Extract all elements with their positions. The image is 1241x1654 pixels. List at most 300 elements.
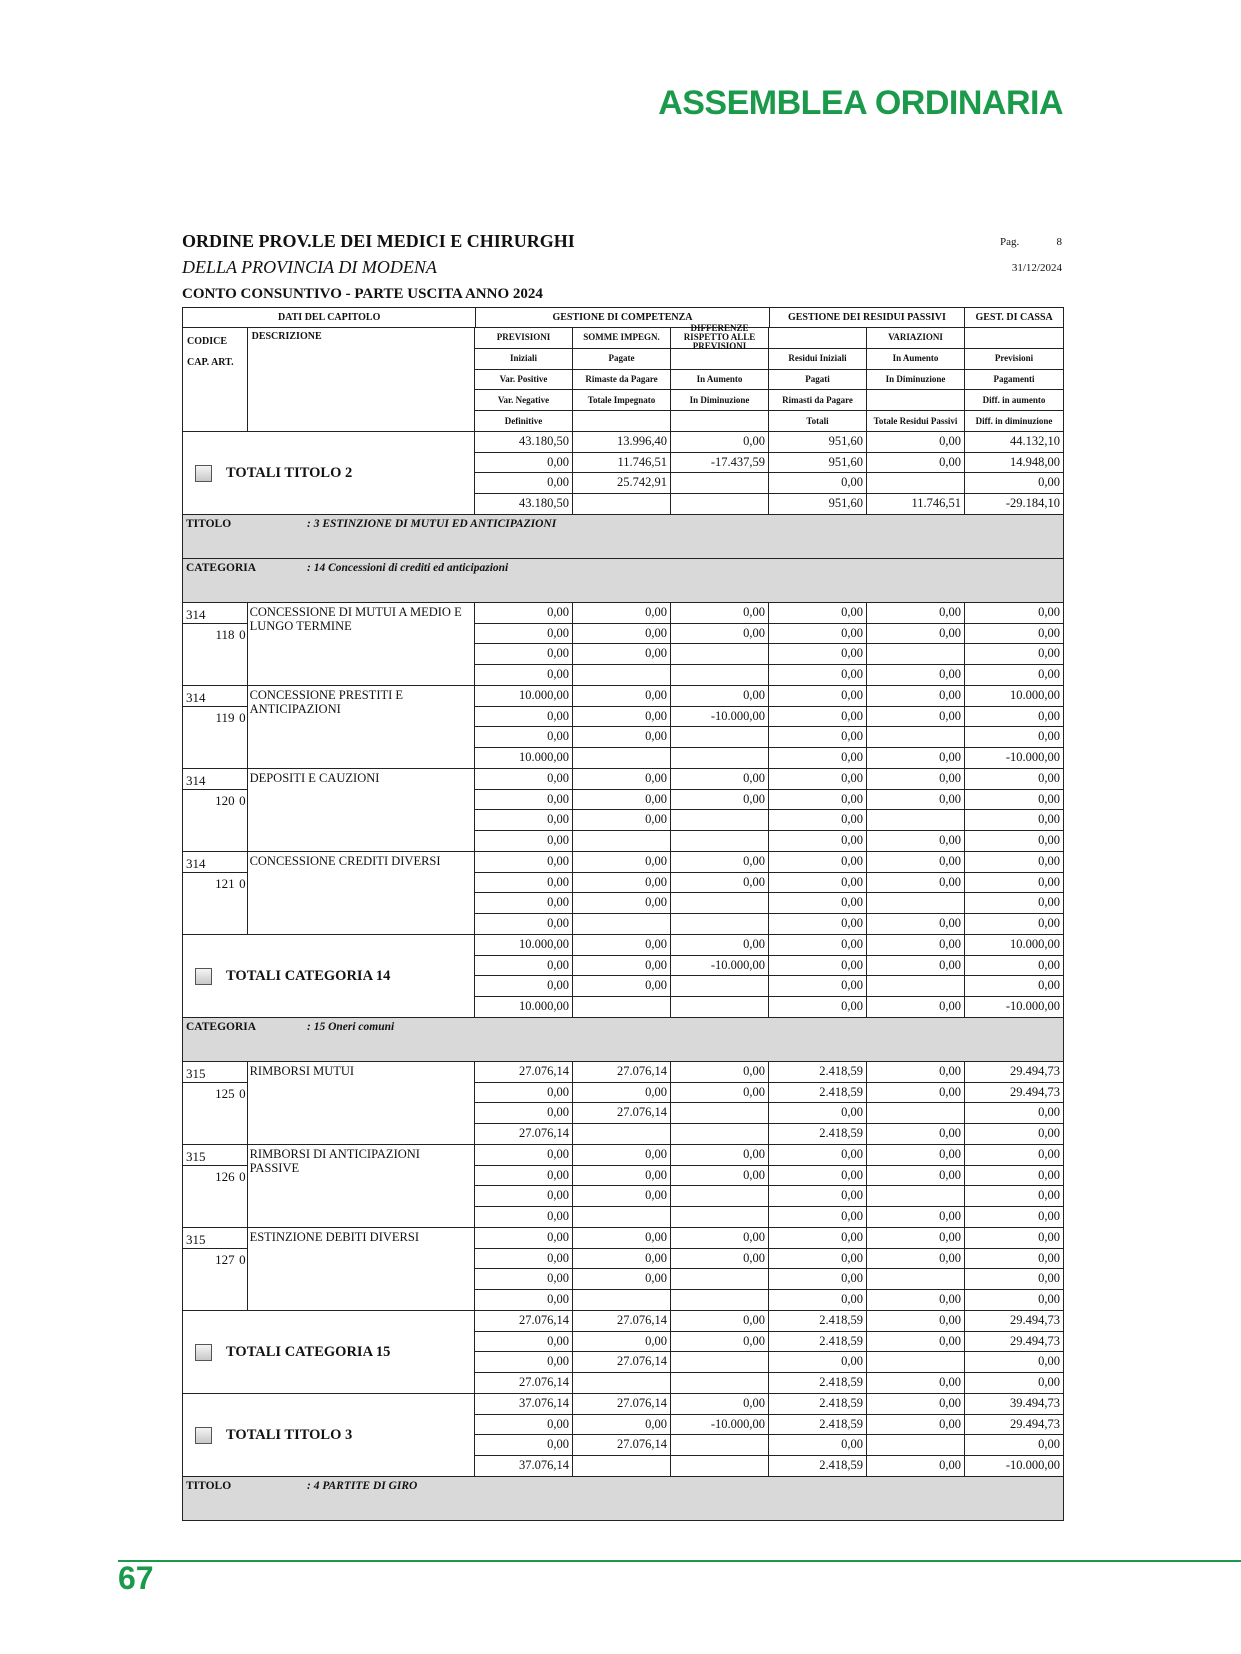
group-header-dati: DATI DEL CAPITOLO xyxy=(183,308,476,327)
value-cell: 0,00 xyxy=(867,1083,965,1104)
cap-value: 126 xyxy=(215,1169,235,1184)
value-cell: 0,00 xyxy=(769,644,867,665)
header-grid xyxy=(475,323,1063,431)
section-row xyxy=(183,559,1063,603)
value-cell xyxy=(867,727,965,748)
value-cell: 2.418,59 xyxy=(769,1415,867,1436)
value-cell: 0,00 xyxy=(965,1186,1063,1207)
value-cell: 0,00 xyxy=(965,976,1063,997)
chapter-code xyxy=(183,686,248,768)
value-cell xyxy=(867,810,965,831)
value-cell: 0,00 xyxy=(867,956,965,977)
page-number: 67 xyxy=(118,1560,154,1596)
value-cell: 0,00 xyxy=(867,603,965,624)
value-cell xyxy=(671,1186,769,1207)
header-cell: Rimasti da Pagare xyxy=(769,390,867,411)
value-cell: -10.000,00 xyxy=(1005,998,1060,1013)
value-cell: 29.494,73 xyxy=(965,1311,1063,1332)
value-cell xyxy=(867,1186,965,1207)
value-cell: 0,00 xyxy=(573,686,671,707)
header-cell: Iniziali xyxy=(475,349,573,370)
value-cell: 0,00 xyxy=(769,1166,867,1187)
value-cell: 27.076,14 xyxy=(573,1062,671,1083)
value-cell: 0,00 xyxy=(867,1124,965,1145)
value-cell: 10.000,00 xyxy=(475,686,573,707)
chapter-description: CONCESSIONE CREDITI DIVERSI xyxy=(248,852,475,934)
value-cell: 0,00 xyxy=(671,1332,769,1353)
value-cell: 0,00 xyxy=(671,686,769,707)
total-row xyxy=(183,432,1063,515)
header-cell: Previsioni xyxy=(965,349,1063,370)
header-cell: Pagamenti xyxy=(965,370,1063,391)
value-cell xyxy=(573,1207,671,1228)
header-cell: Pagati xyxy=(769,370,867,391)
value-cell: 0,00 xyxy=(671,1394,769,1415)
value-cell: 29.494,73 xyxy=(965,1083,1063,1104)
value-cell xyxy=(671,473,769,494)
header-codice xyxy=(183,328,248,431)
value-cell: 0,00 xyxy=(965,1249,1063,1270)
chapter-description: CONCESSIONE PRESTITI E ANTICIPAZIONI xyxy=(248,686,475,768)
value-cell: 0,00 xyxy=(475,914,573,935)
page-indicator xyxy=(1000,236,1062,248)
value-cell: 0,00 xyxy=(769,831,867,852)
value-cell: 0,00 xyxy=(769,1290,867,1311)
value-cell: 43.180,50 xyxy=(475,494,573,515)
value-cell: 0,00 xyxy=(867,1311,965,1332)
chapter-row xyxy=(183,769,1063,852)
group-header-cassa: GEST. DI CASSA xyxy=(975,312,1053,323)
cap-value: 119 xyxy=(215,710,235,725)
code-value: 314 xyxy=(186,607,206,622)
value-cell: 0,00 xyxy=(965,873,1063,894)
total-row xyxy=(183,935,1063,1018)
value-cell: -10.000,00 xyxy=(671,956,769,977)
value-cell: 0,00 xyxy=(573,624,671,645)
value-cell: 10.000,00 xyxy=(475,748,573,769)
value-cell: 0,00 xyxy=(475,1166,573,1187)
values-grid xyxy=(475,935,1063,1017)
value-cell: 0,00 xyxy=(965,1228,1063,1249)
total-label xyxy=(183,1394,475,1476)
value-cell: 0,00 xyxy=(769,748,867,769)
value-cell: 0,00 xyxy=(671,1311,769,1332)
value-cell: 10.000,00 xyxy=(475,997,573,1018)
code-divider xyxy=(183,1248,247,1249)
value-cell xyxy=(671,494,769,515)
value-cell xyxy=(671,914,769,935)
value-cell: 0,00 xyxy=(965,1352,1063,1373)
value-cell: 0,00 xyxy=(769,1352,867,1373)
value-cell: 0,00 xyxy=(769,1249,867,1270)
cap-value: 125 xyxy=(215,1086,235,1101)
header-cell xyxy=(867,390,965,411)
value-cell: 2.418,59 xyxy=(769,1332,867,1353)
value-cell: 0,00 xyxy=(475,473,573,494)
total-label-text: TOTALI CATEGORIA 15 xyxy=(226,1343,391,1360)
cap-value: 121 xyxy=(215,876,235,891)
value-cell: 0,00 xyxy=(671,1166,769,1187)
value-cell: 0,00 xyxy=(573,1249,671,1270)
value-cell xyxy=(573,831,671,852)
value-cell: 0,00 xyxy=(769,686,867,707)
value-cell: 951,60 xyxy=(769,432,867,453)
code-divider xyxy=(183,789,247,790)
value-cell: 2.418,59 xyxy=(769,1456,867,1477)
value-cell: 0,00 xyxy=(867,1290,965,1311)
value-cell: 0,00 xyxy=(965,790,1063,811)
value-cell: 0,00 xyxy=(475,1145,573,1166)
value-cell xyxy=(573,1124,671,1145)
value-cell: 0,00 xyxy=(965,707,1063,728)
values-grid xyxy=(475,1062,1063,1144)
value-cell xyxy=(573,1290,671,1311)
value-cell: 0,00 xyxy=(573,707,671,728)
value-cell: 0,00 xyxy=(475,624,573,645)
value-cell xyxy=(671,1269,769,1290)
value-cell: 0,00 xyxy=(475,893,573,914)
value-cell xyxy=(671,727,769,748)
header-cell: SOMME IMPEGN. xyxy=(573,328,671,349)
group-header-competenza: GESTIONE DI COMPETENZA xyxy=(476,308,769,327)
value-cell: 0,00 xyxy=(965,852,1063,873)
value-cell xyxy=(671,1435,769,1456)
value-cell: 0,00 xyxy=(769,1228,867,1249)
value-cell: 39.494,73 xyxy=(965,1394,1063,1415)
checkbox-icon xyxy=(195,968,212,985)
checkbox-icon xyxy=(195,465,212,482)
value-cell: 0,00 xyxy=(769,1103,867,1124)
values-grid xyxy=(475,603,1063,685)
value-cell: 0,00 xyxy=(769,852,867,873)
value-cell: 0,00 xyxy=(671,1083,769,1104)
value-cell: 0,00 xyxy=(769,1186,867,1207)
value-cell: 27.076,14 xyxy=(475,1062,573,1083)
code-divider xyxy=(183,872,247,873)
chapter-code xyxy=(183,769,248,851)
value-cell: 0,00 xyxy=(867,1456,965,1477)
value-cell xyxy=(671,644,769,665)
section-key: CATEGORIA xyxy=(186,1021,257,1033)
value-cell: 0,00 xyxy=(867,1249,965,1270)
code-divider xyxy=(183,1082,247,1083)
art-value: 0 xyxy=(239,876,246,891)
value-cell: 0,00 xyxy=(573,644,671,665)
value-cell: 0,00 xyxy=(867,453,965,474)
value-cell xyxy=(867,1103,965,1124)
value-cell: 25.742,91 xyxy=(573,473,671,494)
organization-name: ORDINE PROV.LE DEI MEDICI E CHIRURGHI xyxy=(182,231,575,251)
header-cell: In Aumento xyxy=(867,349,965,370)
value-cell: 0,00 xyxy=(965,1103,1063,1124)
header-cell: Totale Residui Passivi xyxy=(867,411,965,432)
chapter-description: DEPOSITI E CAUZIONI xyxy=(248,769,475,851)
header-cell xyxy=(965,328,1063,349)
value-cell: -17.437,59 xyxy=(671,453,769,474)
value-cell xyxy=(867,976,965,997)
value-cell: 2.418,59 xyxy=(769,1124,867,1145)
value-cell xyxy=(671,810,769,831)
code-value: 315 xyxy=(186,1232,206,1247)
value-cell: 0,00 xyxy=(965,603,1063,624)
value-cell: 0,00 xyxy=(867,1332,965,1353)
report-date: 31/12/2024 xyxy=(1011,262,1062,274)
value-cell: 0,00 xyxy=(573,790,671,811)
value-cell: 0,00 xyxy=(769,997,867,1018)
header-cell: In Diminuzione xyxy=(867,370,965,391)
header-cell: Diff. in aumento xyxy=(965,390,1063,411)
section-row xyxy=(183,515,1063,559)
values-grid xyxy=(475,432,1063,514)
value-cell: 0,00 xyxy=(671,624,769,645)
art-value: 0 xyxy=(239,1086,246,1101)
value-cell: 0,00 xyxy=(1038,1125,1060,1140)
value-cell: 27.076,14 xyxy=(573,1352,671,1373)
header-descrizione: DESCRIZIONE xyxy=(248,328,475,431)
section-key: CATEGORIA xyxy=(186,562,257,574)
budget-table xyxy=(182,307,1064,1521)
value-cell: 0,00 xyxy=(769,790,867,811)
value-cell: 0,00 xyxy=(475,956,573,977)
total-row xyxy=(183,1394,1063,1477)
page-index: 8 xyxy=(1056,236,1062,248)
value-cell: 13.996,40 xyxy=(573,432,671,453)
value-cell: 0,00 xyxy=(965,1145,1063,1166)
values-grid xyxy=(475,686,1063,768)
value-cell xyxy=(671,1456,769,1477)
value-cell: 0,00 xyxy=(867,914,965,935)
section-row xyxy=(183,1477,1063,1521)
value-cell: 0,00 xyxy=(769,1269,867,1290)
value-cell: -10.000,00 xyxy=(671,1415,769,1436)
total-label xyxy=(183,432,475,514)
art-value: 0 xyxy=(239,710,246,725)
value-cell xyxy=(671,831,769,852)
value-cell: 0,00 xyxy=(475,1186,573,1207)
value-cell xyxy=(867,1269,965,1290)
section-value: : 4 PARTITE DI GIRO xyxy=(307,1480,418,1492)
value-cell: 0,00 xyxy=(1038,1374,1060,1389)
cap-value: 118 xyxy=(215,627,235,642)
value-cell: 0,00 xyxy=(867,790,965,811)
value-cell: 0,00 xyxy=(475,976,573,997)
value-cell: 0,00 xyxy=(573,1269,671,1290)
value-cell xyxy=(671,997,769,1018)
header-cell: VARIAZIONI xyxy=(867,328,965,349)
value-cell: 0,00 xyxy=(475,1103,573,1124)
value-cell xyxy=(573,914,671,935)
value-cell: 0,00 xyxy=(867,665,965,686)
chapter-code xyxy=(183,1062,248,1144)
value-cell: 0,00 xyxy=(671,873,769,894)
value-cell: 0,00 xyxy=(475,665,573,686)
value-cell: 0,00 xyxy=(573,1332,671,1353)
value-cell: 0,00 xyxy=(965,893,1063,914)
value-cell: 0,00 xyxy=(573,852,671,873)
code-value: 314 xyxy=(186,773,206,788)
value-cell: 0,00 xyxy=(671,1249,769,1270)
total-label-text: TOTALI CATEGORIA 14 xyxy=(226,967,391,984)
section-value: : 14 Concessioni di crediti ed anticipazioni xyxy=(307,562,509,574)
value-cell: 0,00 xyxy=(573,1083,671,1104)
value-cell: 0,00 xyxy=(671,790,769,811)
value-cell: 0,00 xyxy=(671,769,769,790)
table-body xyxy=(183,432,1063,1521)
table-column-header xyxy=(183,323,1063,432)
total-label xyxy=(183,935,475,1017)
header-cell: Rimaste da Pagare xyxy=(573,370,671,391)
value-cell: 0,00 xyxy=(965,644,1063,665)
checkbox-icon xyxy=(195,1344,212,1361)
value-cell: 0,00 xyxy=(475,1269,573,1290)
header-cell: Pagate xyxy=(573,349,671,370)
value-cell: 0,00 xyxy=(671,432,769,453)
value-cell xyxy=(671,1103,769,1124)
value-cell: 29.494,73 xyxy=(965,1415,1063,1436)
value-cell: 0,00 xyxy=(475,1415,573,1436)
value-cell: 0,00 xyxy=(671,935,769,956)
value-cell: 0,00 xyxy=(867,852,965,873)
value-cell: 0,00 xyxy=(475,1332,573,1353)
value-cell xyxy=(573,997,671,1018)
value-cell: 0,00 xyxy=(1038,1291,1060,1306)
value-cell xyxy=(867,1352,965,1373)
section-value: : 3 ESTINZIONE DI MUTUI ED ANTICIPAZIONI xyxy=(307,518,557,530)
chapter-row xyxy=(183,686,1063,769)
value-cell: 0,00 xyxy=(573,935,671,956)
value-cell xyxy=(867,1435,965,1456)
chapter-row xyxy=(183,603,1063,686)
total-row xyxy=(183,1311,1063,1394)
value-cell: 0,00 xyxy=(867,997,965,1018)
value-cell: 0,00 xyxy=(475,1228,573,1249)
section-key: TITOLO xyxy=(186,518,232,530)
value-cell: 0,00 xyxy=(867,769,965,790)
chapter-row xyxy=(183,852,1063,935)
chapter-row xyxy=(183,1228,1063,1311)
page-label: Pag. xyxy=(1000,236,1020,248)
code-divider xyxy=(183,706,247,707)
value-cell: 0,00 xyxy=(1038,832,1060,847)
value-cell: 0,00 xyxy=(965,1166,1063,1187)
total-label-text: TOTALI TITOLO 3 xyxy=(226,1426,353,1443)
section-row xyxy=(183,1018,1063,1062)
header-cell: Residui Iniziali xyxy=(769,349,867,370)
section-header: ASSEMBLEA ORDINARIA xyxy=(658,84,1063,122)
value-cell xyxy=(867,644,965,665)
value-cell: 0,00 xyxy=(867,1373,965,1394)
value-cell: 0,00 xyxy=(769,473,867,494)
value-cell: 0,00 xyxy=(573,727,671,748)
value-cell: 0,00 xyxy=(475,1207,573,1228)
value-cell: 10.000,00 xyxy=(965,935,1063,956)
chapter-code xyxy=(183,603,248,685)
chapter-description: ESTINZIONE DEBITI DIVERSI xyxy=(248,1228,475,1310)
checkbox-icon xyxy=(195,1427,212,1444)
header-cell xyxy=(573,411,671,432)
section-value: : 15 Oneri comuni xyxy=(307,1021,395,1033)
value-cell xyxy=(573,1373,671,1394)
total-label xyxy=(183,1311,475,1393)
header-cell xyxy=(671,349,769,370)
value-cell xyxy=(867,893,965,914)
value-cell: 0,00 xyxy=(867,432,965,453)
chapter-description: RIMBORSI MUTUI xyxy=(248,1062,475,1144)
value-cell: 2.418,59 xyxy=(769,1311,867,1332)
value-cell: 0,00 xyxy=(475,603,573,624)
value-cell: 10.000,00 xyxy=(475,935,573,956)
value-cell: 0,00 xyxy=(769,1207,867,1228)
value-cell: 0,00 xyxy=(475,1083,573,1104)
value-cell xyxy=(671,1373,769,1394)
header-cell: Definitive xyxy=(475,411,573,432)
values-grid xyxy=(475,769,1063,851)
value-cell: 0,00 xyxy=(475,810,573,831)
value-cell: 0,00 xyxy=(867,1394,965,1415)
value-cell: 0,00 xyxy=(475,831,573,852)
header-cell xyxy=(769,328,867,349)
value-cell: 37.076,14 xyxy=(475,1394,573,1415)
value-cell: 0,00 xyxy=(867,1228,965,1249)
value-cell: 0,00 xyxy=(769,873,867,894)
value-cell: 0,00 xyxy=(867,707,965,728)
value-cell xyxy=(671,1290,769,1311)
value-cell: 0,00 xyxy=(769,727,867,748)
value-cell xyxy=(671,893,769,914)
chapter-code xyxy=(183,1228,248,1310)
value-cell: 0,00 xyxy=(475,644,573,665)
value-cell xyxy=(671,976,769,997)
art-value: 0 xyxy=(239,793,246,808)
value-cell: 0,00 xyxy=(573,956,671,977)
value-cell: 0,00 xyxy=(1038,1208,1060,1223)
header-cap-art-label: CAP. ART. xyxy=(187,357,234,368)
header-cell: In Aumento xyxy=(671,370,769,391)
code-value: 314 xyxy=(186,856,206,871)
code-value: 315 xyxy=(186,1149,206,1164)
values-grid xyxy=(475,1228,1063,1310)
value-cell: 0,00 xyxy=(573,1186,671,1207)
value-cell: 43.180,50 xyxy=(475,432,573,453)
value-cell: 0,00 xyxy=(769,1145,867,1166)
value-cell: 0,00 xyxy=(769,914,867,935)
value-cell: 0,00 xyxy=(475,453,573,474)
value-cell xyxy=(867,473,965,494)
value-cell: 0,00 xyxy=(475,1352,573,1373)
header-cell: DIFFERENZE RISPETTO ALLE PREVISIONI xyxy=(671,328,769,349)
value-cell: 0,00 xyxy=(475,727,573,748)
value-cell: 0,00 xyxy=(769,1435,867,1456)
chapter-row xyxy=(183,1145,1063,1228)
value-cell: 0,00 xyxy=(769,956,867,977)
value-cell: 0,00 xyxy=(1038,666,1060,681)
value-cell: 0,00 xyxy=(769,603,867,624)
value-cell: 0,00 xyxy=(573,810,671,831)
value-cell: 0,00 xyxy=(867,831,965,852)
value-cell: 27.076,14 xyxy=(573,1435,671,1456)
document-title: CONTO CONSUNTIVO - PARTE USCITA ANNO 2024 xyxy=(182,286,543,302)
value-cell: 0,00 xyxy=(867,1166,965,1187)
value-cell: -10.000,00 xyxy=(671,707,769,728)
values-grid xyxy=(475,852,1063,934)
header-cell: In Diminuzione xyxy=(671,390,769,411)
value-cell: 0,00 xyxy=(573,873,671,894)
value-cell: 27.076,14 xyxy=(475,1124,573,1145)
value-cell: 0,00 xyxy=(965,810,1063,831)
chapter-description: CONCESSIONE DI MUTUI A MEDIO E LUNGO TERMINE xyxy=(248,603,475,685)
value-cell: 29.494,73 xyxy=(965,1062,1063,1083)
value-cell: 27.076,14 xyxy=(573,1394,671,1415)
